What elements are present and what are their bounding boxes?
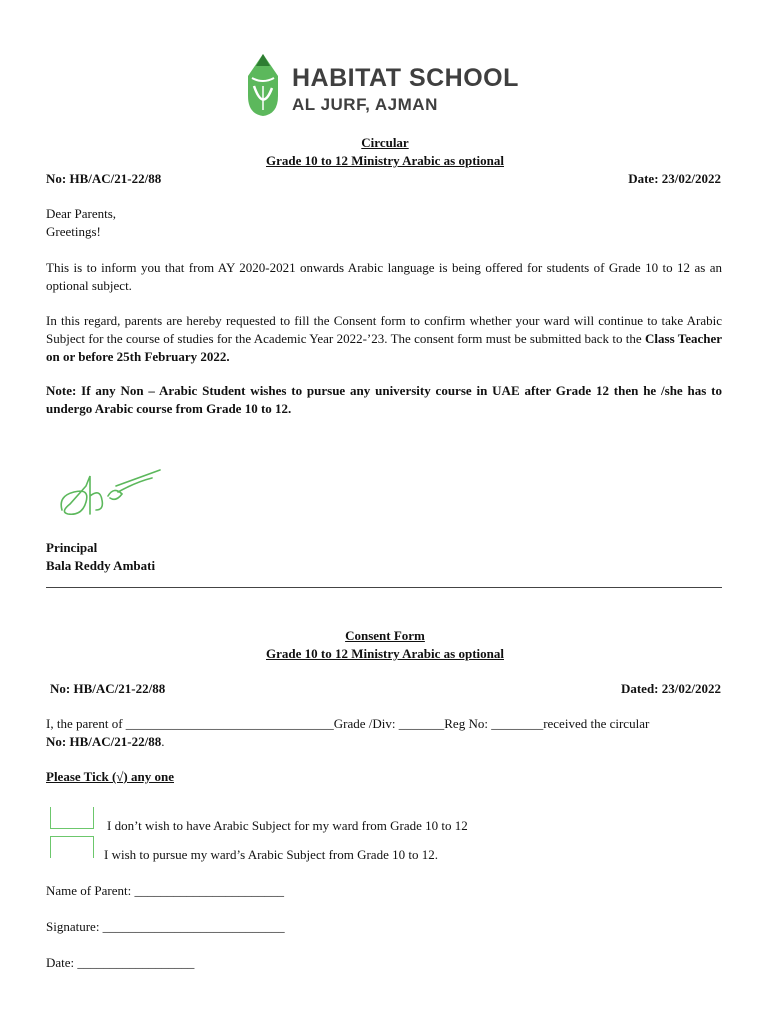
parent-line[interactable]: I, the parent of ________________________________Grade /Div: _______Reg No: ________received the circular: [46, 716, 650, 731]
signature-field[interactable]: Signature: ____________________________: [46, 919, 285, 934]
paragraph-2-text: In this regard, parents are hereby requested to fill the Consent form to confirm whether your ward will continue to take Arabic Subject for the course of studies for the Academic Year 2022-’23. The consent form must be submitted back to the: [46, 313, 722, 346]
section-divider: [46, 587, 722, 588]
circular-subheading: Grade 10 to 12 Ministry Arabic as optional: [266, 153, 504, 168]
consent-subheading: Grade 10 to 12 Ministry Arabic as optional: [266, 646, 504, 661]
consent-ref-no: No: HB/AC/21-22/88: [50, 681, 166, 696]
greeting: Greetings!: [46, 224, 101, 239]
principal-signature: [56, 466, 166, 522]
paragraph-2-deadline: Class Teacher on or before 25th February 2022.: [46, 331, 723, 364]
signatory-name: Bala Reddy Ambati: [46, 558, 156, 573]
circular-date: Date: 23/02/2022: [628, 171, 721, 186]
note: Note: If any Non – Arabic Student wishes to pursue any university course in UAE after Grade 12 then he /she has to undergo Arabic course from Grade 10 to 12.: [46, 383, 722, 416]
option-2-checkbox[interactable]: [50, 836, 94, 858]
salutation: Dear Parents,: [46, 206, 117, 221]
signatory-title: Principal: [46, 540, 98, 555]
logo-line1: HABITAT SCHOOL: [292, 64, 519, 92]
consent-date: Dated: 23/02/2022: [620, 681, 721, 696]
paragraph-1: This is to inform you that from AY 2020-2021 onwards Arabic language is being offered for students of Grade 10 to 12 as an optional subject.: [46, 260, 722, 293]
circular-ref-line-number: No: HB/AC/21-22/88: [46, 734, 162, 749]
pencil-leaf-icon: [244, 52, 282, 118]
school-logo: [244, 52, 526, 118]
circular-ref-line: [46, 734, 164, 750]
option-1-checkbox[interactable]: [50, 807, 94, 829]
circular-ref-line-suffix: .: [161, 734, 165, 749]
logo-line2: AL JURF, AJMAN: [292, 95, 438, 114]
paragraph-2: [46, 312, 722, 366]
option-1-label: I don’t wish to have Arabic Subject for my ward from Grade 10 to 12: [107, 818, 468, 833]
circular-heading: Circular: [361, 135, 409, 150]
option-2-label: I wish to pursue my ward’s Arabic Subject from Grade 10 to 12.: [104, 847, 438, 862]
circular-ref-no: No: HB/AC/21-22/88: [46, 171, 162, 186]
consent-heading: Consent Form: [345, 628, 425, 643]
tick-instruction: Please Tick (√) any one: [46, 769, 174, 784]
parent-name-field[interactable]: Name of Parent: _______________________: [46, 883, 284, 898]
date-field[interactable]: Date: __________________: [46, 955, 195, 970]
